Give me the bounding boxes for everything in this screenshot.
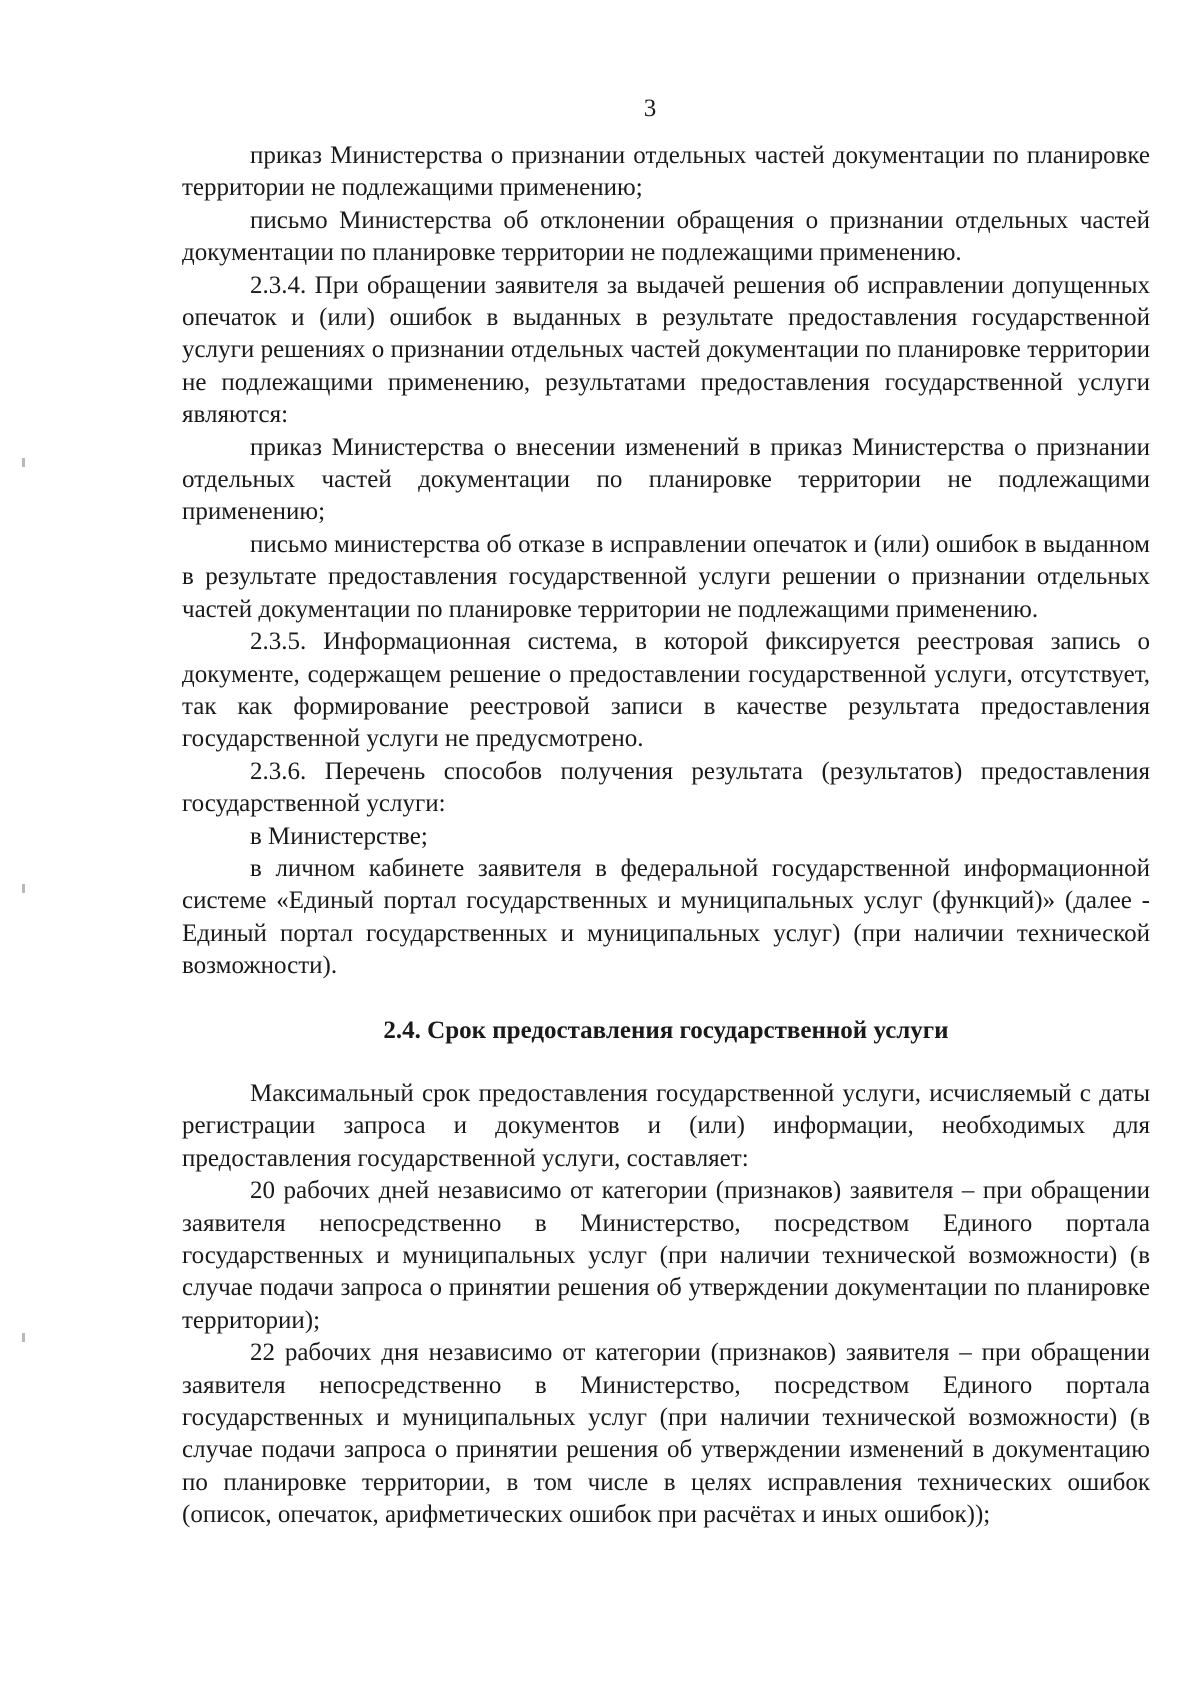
paragraph: в личном кабинете заявителя в федеральной государственной информационной системе «Единый портал государственных и муниципальных услуг (функций)» (далее - Единый портал государственных и муниципальных услуг) (при наличии технической возможности).	[182, 854, 1150, 980]
scan-mark	[22, 884, 25, 893]
section-heading: 2.4. Срок предоставления государственной услуги	[383, 1016, 949, 1044]
paragraph: письмо министерства об отказе в исправлении опечаток и (или) ошибок в выданном в результате предоставления государственной услуги решении о признании отдельных частей документации по планировке территории не подлежащими применению.	[182, 530, 1150, 623]
document-body	[182, 140, 1150, 1532]
paragraph: 2.3.4. При обращении заявителя за выдачей решения об исправлении допущенных опечаток и (или) ошибок в выданных в результате предоставления государственной услуги решениях о признании отдельных частей документации по планировке территории не подлежащими применению, результатами предоставления государственной услуги являются:	[182, 271, 1150, 429]
scan-mark	[22, 458, 25, 467]
page-number: 3	[643, 95, 657, 122]
paragraph: 20 рабочих дней независимо от категории (признаков) заявителя – при обращении заявителя непосредственно в Министерство, посредством Единого портала государственных и муниципальных услуг (при наличии технической возможности) (в случае подачи запроса о принятии решения об утверждении документации по планировке территории);	[182, 1177, 1150, 1334]
paragraph: Максимальный срок предоставления государственной услуги, исчисляемый с даты регистрации запроса и документов и (или) информации, необходимых для предоставления государственной услуги, составляет:	[182, 1079, 1150, 1172]
scan-mark	[22, 1333, 25, 1342]
paragraph: в Министерстве;	[250, 822, 428, 850]
paragraph: письмо Министерства об отклонении обращения о признании отдельных частей документации по планировке территории не подлежащими применению.	[182, 206, 1150, 267]
paragraph: приказ Министерства о внесении изменений в приказ Министерства о признании отдельных частей документации по планировке территории не подлежащими применению;	[182, 433, 1150, 526]
paragraph: приказ Министерства о признании отдельных частей документации по планировке территории не подлежащими применению;	[182, 142, 1150, 202]
paragraph: 2.3.5. Информационная система, в которой фиксируется реестровая запись о документе, содержащем решение о предоставлении государственной услуги, отсутствует, так как формирование реестровой записи в качестве результата предоставления государственной услуги не предусмотрено.	[182, 628, 1150, 753]
paragraph: 2.3.6. Перечень способов получения результата (результатов) предоставления государственной услуги:	[182, 757, 1150, 818]
paragraph: 22 рабочих дня независимо от категории (признаков) заявителя – при обращении заявителя непосредственно в Министерство, посредством Единого портала государственных и муниципальных услуг (при наличии технической возможности) (в случае подачи запроса о принятии решения об утверждении изменений в документацию по планировке территории, в том числе в целях исправления технических ошибок (описок, опечаток, арифметических ошибок при расчётах и иных ошибок));	[182, 1339, 1150, 1529]
